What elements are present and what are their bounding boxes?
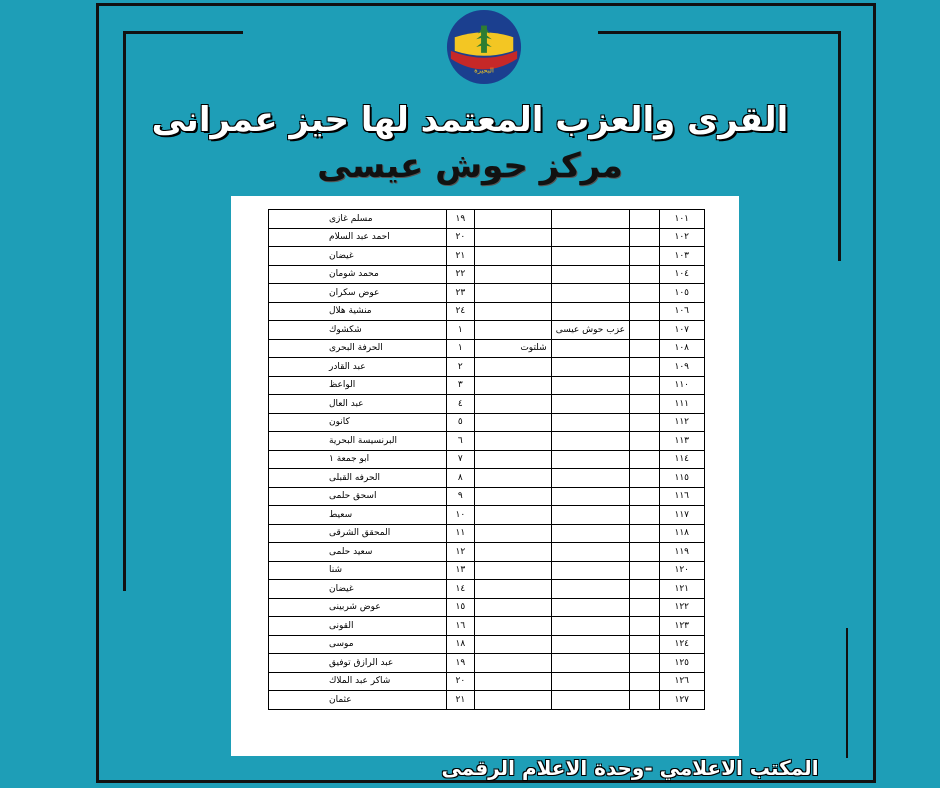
name-cell: احمد عبد السلام — [269, 228, 447, 247]
row-number-cell: ١٠١ — [659, 210, 704, 229]
name-cell: مسلم غازى — [269, 210, 447, 229]
blank-cell — [630, 210, 660, 229]
table-row — [269, 543, 705, 562]
village-cell — [551, 395, 629, 414]
blank-cell — [630, 450, 660, 469]
index-cell: ٢٠ — [446, 672, 474, 691]
ezba-cell — [474, 487, 551, 506]
name-cell: عبد العال — [269, 395, 447, 414]
blank-cell — [630, 598, 660, 617]
index-cell: ٢١ — [446, 691, 474, 710]
frame-corner-line — [123, 31, 243, 34]
table-row — [269, 210, 705, 229]
name-cell: محمد شومان — [269, 265, 447, 284]
row-number-cell: ١١٣ — [659, 432, 704, 451]
frame-corner-line — [846, 628, 848, 758]
name-cell: موسى — [269, 635, 447, 654]
table-row — [269, 617, 705, 636]
row-number-cell: ١٢٠ — [659, 561, 704, 580]
village-cell — [551, 524, 629, 543]
village-cell — [551, 432, 629, 451]
row-number-cell: ١١٦ — [659, 487, 704, 506]
village-cell — [551, 691, 629, 710]
index-cell: ٢ — [446, 358, 474, 377]
name-cell: الواعظ — [269, 376, 447, 395]
village-cell — [551, 543, 629, 562]
index-cell: ٦ — [446, 432, 474, 451]
index-cell: ١ — [446, 339, 474, 358]
blank-cell — [630, 284, 660, 303]
table-row — [269, 432, 705, 451]
row-number-cell: ١١٤ — [659, 450, 704, 469]
table-row — [269, 580, 705, 599]
name-cell: اسحق حلمى — [269, 487, 447, 506]
index-cell: ١١ — [446, 524, 474, 543]
index-cell: ٢١ — [446, 247, 474, 266]
table-row — [269, 321, 705, 340]
ezba-cell — [474, 376, 551, 395]
blank-cell — [630, 395, 660, 414]
name-cell: شاكر عبد الملاك — [269, 672, 447, 691]
blank-cell — [630, 691, 660, 710]
name-cell: شكشوك — [269, 321, 447, 340]
row-number-cell: ١٢٧ — [659, 691, 704, 710]
name-cell: عثمان — [269, 691, 447, 710]
name-cell: سعيط — [269, 506, 447, 525]
village-cell: عزب حوش عيسى — [551, 321, 629, 340]
table-row — [269, 302, 705, 321]
ezba-cell — [474, 598, 551, 617]
ezba-cell — [474, 469, 551, 488]
index-cell: ١ — [446, 321, 474, 340]
blank-cell — [630, 265, 660, 284]
row-number-cell: ١١١ — [659, 395, 704, 414]
table-row — [269, 358, 705, 377]
village-cell — [551, 210, 629, 229]
page-subtitle: مركز حوش عيسى — [317, 146, 623, 186]
table-row — [269, 284, 705, 303]
index-cell: ١٩ — [446, 210, 474, 229]
row-number-cell: ١١٨ — [659, 524, 704, 543]
row-number-cell: ١٠٥ — [659, 284, 704, 303]
village-cell — [551, 413, 629, 432]
ezba-cell — [474, 321, 551, 340]
row-number-cell: ١٢٥ — [659, 654, 704, 673]
blank-cell — [630, 506, 660, 525]
table-row — [269, 598, 705, 617]
row-number-cell: ١٠٧ — [659, 321, 704, 340]
name-cell: عوض سكران — [269, 284, 447, 303]
blank-cell — [630, 672, 660, 691]
row-number-cell: ١٠٨ — [659, 339, 704, 358]
row-number-cell: ١٠٤ — [659, 265, 704, 284]
village-cell — [551, 247, 629, 266]
blank-cell — [630, 321, 660, 340]
ezba-cell — [474, 284, 551, 303]
table-row — [269, 469, 705, 488]
village-cell — [551, 654, 629, 673]
table-row — [269, 395, 705, 414]
row-number-cell: ١١٠ — [659, 376, 704, 395]
table-row — [269, 561, 705, 580]
blank-cell — [630, 302, 660, 321]
table-row — [269, 635, 705, 654]
row-number-cell: ١٢٣ — [659, 617, 704, 636]
governorate-logo — [445, 8, 523, 86]
table-row — [269, 654, 705, 673]
blank-cell — [630, 487, 660, 506]
document-sheet — [231, 196, 739, 756]
name-cell: ابو جمعة ١ — [269, 450, 447, 469]
name-cell: البرنسيسة البحرية — [269, 432, 447, 451]
index-cell: ٨ — [446, 469, 474, 488]
row-number-cell: ١١٥ — [659, 469, 704, 488]
blank-cell — [630, 524, 660, 543]
ezba-cell — [474, 432, 551, 451]
blank-cell — [630, 580, 660, 599]
ezba-cell — [474, 691, 551, 710]
villages-table — [268, 209, 705, 710]
ezba-cell — [474, 450, 551, 469]
table-row — [269, 228, 705, 247]
row-number-cell: ١٠٣ — [659, 247, 704, 266]
village-cell — [551, 487, 629, 506]
ezba-cell — [474, 358, 551, 377]
name-cell: عوض شربينى — [269, 598, 447, 617]
index-cell: ١٠ — [446, 506, 474, 525]
name-cell: الحرفه القبلى — [269, 469, 447, 488]
row-number-cell: ١١٩ — [659, 543, 704, 562]
index-cell: ١٤ — [446, 580, 474, 599]
name-cell: غيضان — [269, 247, 447, 266]
row-number-cell: ١١٢ — [659, 413, 704, 432]
blank-cell — [630, 358, 660, 377]
blank-cell — [630, 432, 660, 451]
table-row — [269, 691, 705, 710]
village-cell — [551, 506, 629, 525]
name-cell: القونى — [269, 617, 447, 636]
name-cell: منشية هلال — [269, 302, 447, 321]
row-number-cell: ١٠٢ — [659, 228, 704, 247]
table-row — [269, 265, 705, 284]
row-number-cell: ١٢٤ — [659, 635, 704, 654]
name-cell: شنا — [269, 561, 447, 580]
index-cell: ٩ — [446, 487, 474, 506]
index-cell: ٥ — [446, 413, 474, 432]
village-cell — [551, 339, 629, 358]
ezba-cell — [474, 506, 551, 525]
table-row — [269, 450, 705, 469]
village-cell — [551, 598, 629, 617]
blank-cell — [630, 469, 660, 488]
table-row — [269, 524, 705, 543]
name-cell: كانون — [269, 413, 447, 432]
index-cell: ٢٤ — [446, 302, 474, 321]
table-row — [269, 672, 705, 691]
blank-cell — [630, 561, 660, 580]
village-cell — [551, 265, 629, 284]
row-number-cell: ١٠٩ — [659, 358, 704, 377]
blank-cell — [630, 413, 660, 432]
name-cell: المحقق الشرقى — [269, 524, 447, 543]
table-row — [269, 339, 705, 358]
blank-cell — [630, 339, 660, 358]
index-cell: ٤ — [446, 395, 474, 414]
page-title: القرى والعزب المعتمد لها حيز عمرانى — [151, 100, 789, 140]
village-cell — [551, 469, 629, 488]
ezba-cell — [474, 635, 551, 654]
ezba-cell: شلتوت — [474, 339, 551, 358]
name-cell: الحرفة البحرى — [269, 339, 447, 358]
ezba-cell — [474, 413, 551, 432]
village-cell — [551, 284, 629, 303]
village-cell — [551, 358, 629, 377]
footer-credit: المكتب الاعلامي -وحدة الاعلام الرقمى — [441, 756, 819, 780]
index-cell: ١٨ — [446, 635, 474, 654]
row-number-cell: ١٢١ — [659, 580, 704, 599]
logo-caption: البحيرة — [474, 66, 494, 75]
index-cell: ١٢ — [446, 543, 474, 562]
index-cell: ٧ — [446, 450, 474, 469]
ezba-cell — [474, 210, 551, 229]
blank-cell — [630, 654, 660, 673]
ezba-cell — [474, 617, 551, 636]
index-cell: ١٩ — [446, 654, 474, 673]
row-number-cell: ١٢٦ — [659, 672, 704, 691]
name-cell: عبد القادر — [269, 358, 447, 377]
index-cell: ١٦ — [446, 617, 474, 636]
blank-cell — [630, 617, 660, 636]
row-number-cell: ١٢٢ — [659, 598, 704, 617]
name-cell: عبد الرازق توفيق — [269, 654, 447, 673]
ezba-cell — [474, 302, 551, 321]
row-number-cell: ١٠٦ — [659, 302, 704, 321]
index-cell: ٢٣ — [446, 284, 474, 303]
ezba-cell — [474, 654, 551, 673]
index-cell: ٢٢ — [446, 265, 474, 284]
village-cell — [551, 228, 629, 247]
village-cell — [551, 635, 629, 654]
table-row — [269, 376, 705, 395]
ezba-cell — [474, 561, 551, 580]
blank-cell — [630, 543, 660, 562]
name-cell: سعيد حلمى — [269, 543, 447, 562]
index-cell: ٣ — [446, 376, 474, 395]
frame-corner-line — [598, 31, 840, 34]
village-cell — [551, 450, 629, 469]
index-cell: ١٣ — [446, 561, 474, 580]
index-cell: ١٥ — [446, 598, 474, 617]
village-cell — [551, 302, 629, 321]
table-row — [269, 487, 705, 506]
blank-cell — [630, 635, 660, 654]
ezba-cell — [474, 524, 551, 543]
ezba-cell — [474, 395, 551, 414]
blank-cell — [630, 247, 660, 266]
index-cell: ٢٠ — [446, 228, 474, 247]
village-cell — [551, 617, 629, 636]
table-row — [269, 247, 705, 266]
name-cell: غيضان — [269, 580, 447, 599]
ezba-cell — [474, 580, 551, 599]
ezba-cell — [474, 543, 551, 562]
ezba-cell — [474, 247, 551, 266]
blank-cell — [630, 376, 660, 395]
village-cell — [551, 672, 629, 691]
table-row — [269, 506, 705, 525]
table-row — [269, 413, 705, 432]
ezba-cell — [474, 672, 551, 691]
row-number-cell: ١١٧ — [659, 506, 704, 525]
ezba-cell — [474, 265, 551, 284]
village-cell — [551, 561, 629, 580]
village-cell — [551, 580, 629, 599]
blank-cell — [630, 228, 660, 247]
ezba-cell — [474, 228, 551, 247]
village-cell — [551, 376, 629, 395]
